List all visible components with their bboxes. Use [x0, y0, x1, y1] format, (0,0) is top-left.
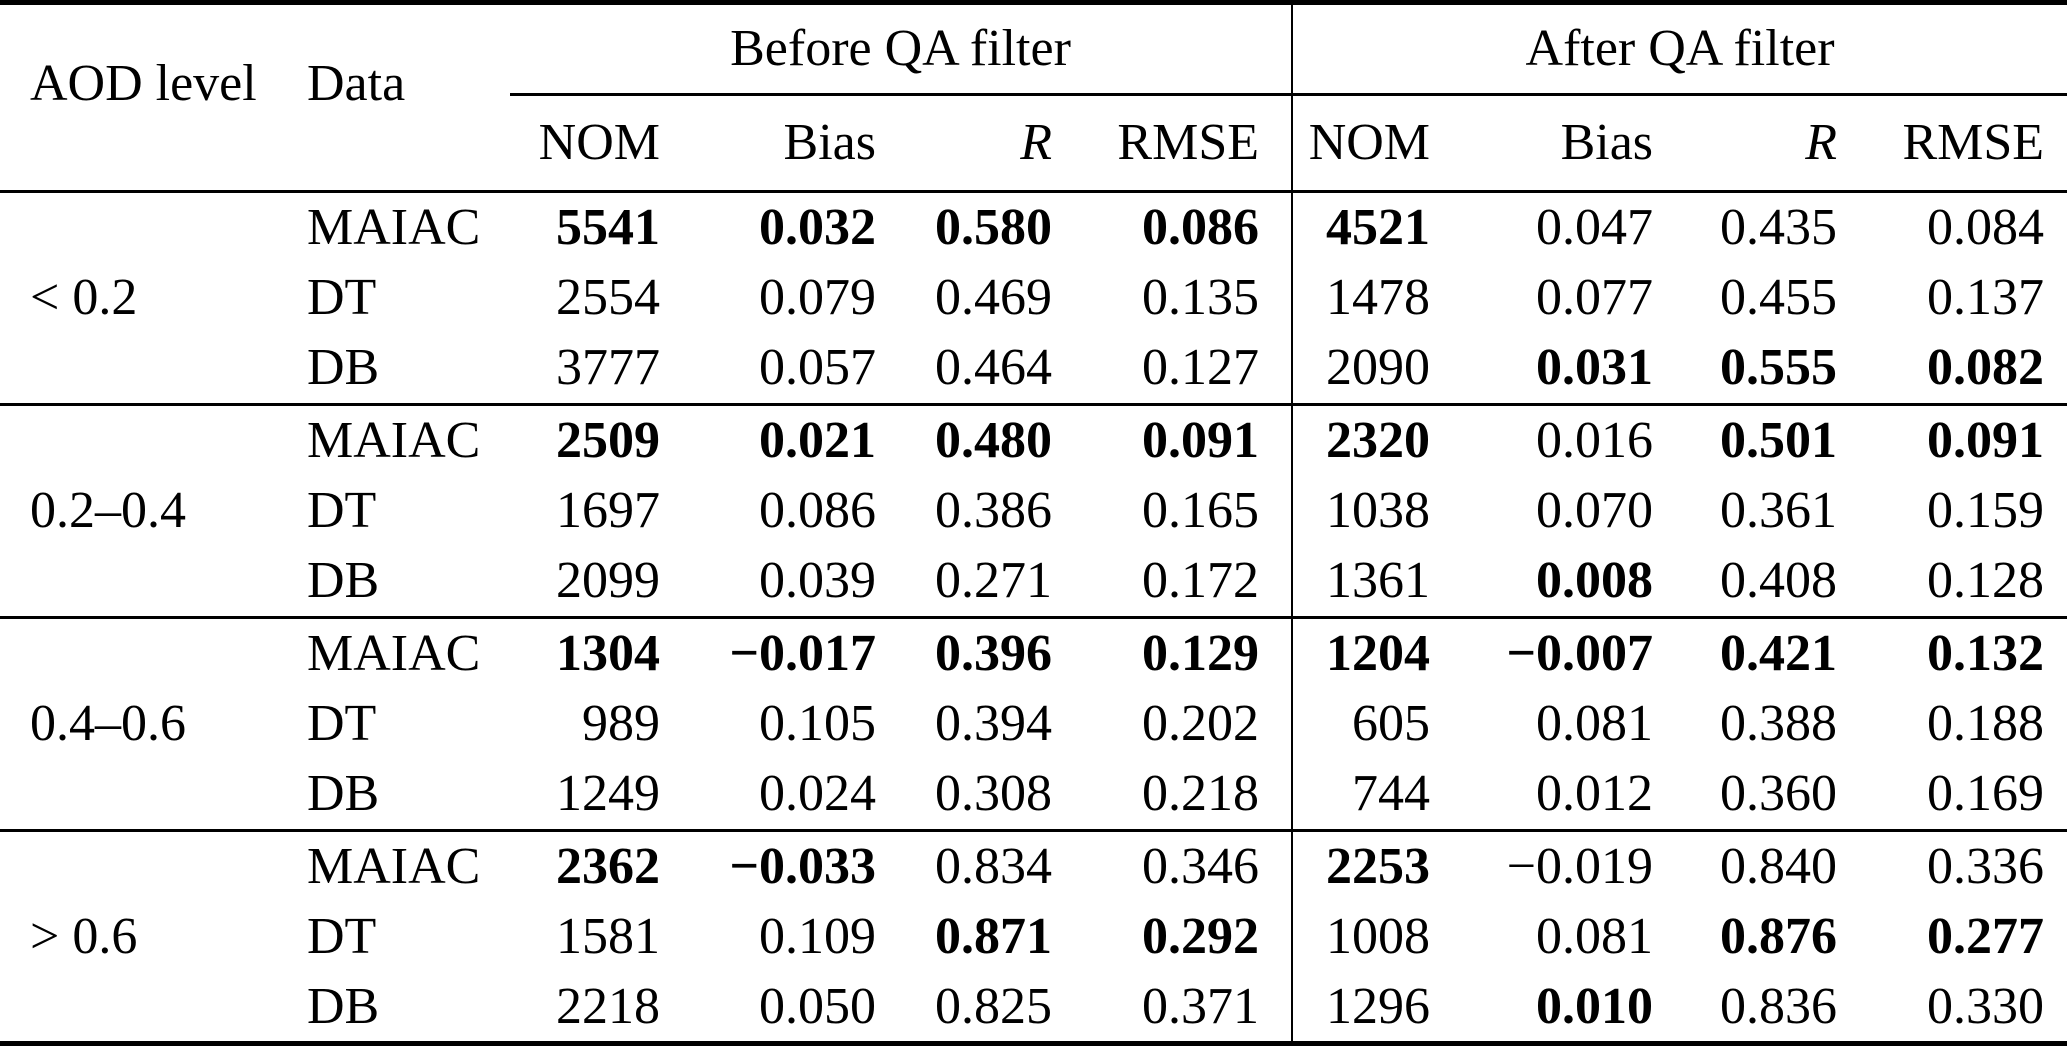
value-cell: 0.394	[935, 695, 1052, 752]
value-cell: 0.361	[1720, 482, 1838, 539]
value-cell: 0.132	[1927, 624, 2045, 682]
header-after-bias: Bias	[1560, 114, 1654, 171]
value-cell: 0.386	[935, 482, 1052, 539]
header-row-groups	[0, 3, 2067, 95]
value-cell: 1249	[556, 765, 660, 823]
value-cell: 0.580	[935, 198, 1052, 256]
value-cell: 0.202	[1142, 695, 1260, 752]
group-aod-lt-0.2	[0, 192, 2067, 405]
value-cell: 2099	[556, 552, 660, 610]
value-cell: 0.825	[935, 977, 1052, 1035]
table-row	[0, 973, 2067, 1044]
table-row	[0, 902, 2067, 973]
value-cell: 0.346	[1142, 837, 1260, 895]
value-cell: 0.876	[1720, 908, 1838, 965]
value-cell: 0.501	[1720, 411, 1838, 469]
header-data: Data	[307, 54, 406, 112]
table-row	[0, 334, 2067, 405]
header-before-nom: NOM	[538, 114, 660, 171]
value-cell: 2509	[556, 411, 660, 469]
group-aod-0.4-0.6	[0, 618, 2067, 831]
value-cell: 989	[582, 695, 660, 752]
value-cell: 1478	[1292, 263, 1430, 334]
value-cell: 1296	[1292, 973, 1430, 1044]
value-cell: 0.084	[1927, 198, 2045, 256]
value-cell: 0.077	[1536, 269, 1654, 326]
value-cell: 0.169	[1927, 765, 2045, 823]
value-cell: 0.172	[1142, 552, 1260, 610]
table-row	[0, 263, 2067, 334]
value-cell: 0.271	[935, 552, 1052, 610]
value-cell: 0.396	[935, 624, 1052, 682]
group-aod-gt-0.6	[0, 831, 2067, 1044]
value-cell: 1361	[1292, 547, 1430, 618]
table-row	[0, 476, 2067, 547]
value-cell: 0.081	[1536, 695, 1654, 752]
value-cell: 0.137	[1927, 269, 2045, 326]
value-cell: 0.469	[935, 269, 1052, 326]
value-cell: 0.021	[759, 411, 876, 469]
table-row	[0, 405, 2067, 476]
value-cell: 0.128	[1927, 552, 2045, 610]
value-cell: 0.464	[935, 339, 1052, 397]
value-cell: 0.105	[759, 695, 876, 752]
value-cell: 1304	[556, 624, 660, 682]
value-cell: 1008	[1292, 902, 1430, 973]
value-cell: 0.871	[935, 908, 1052, 965]
value-cell: 0.360	[1720, 765, 1838, 823]
value-cell: 0.836	[1720, 977, 1838, 1035]
table-row	[0, 192, 2067, 263]
value-cell: 2554	[556, 269, 660, 326]
aod-level-cell: 0.2–0.4	[30, 482, 186, 539]
value-cell: 605	[1292, 689, 1430, 760]
header-before-bias: Bias	[783, 114, 876, 171]
table-row	[0, 760, 2067, 831]
value-cell: 0.010	[1536, 977, 1654, 1035]
value-cell: 0.455	[1720, 269, 1838, 326]
value-cell: 0.086	[759, 482, 876, 539]
value-cell: 2218	[556, 977, 660, 1035]
value-cell: 0.070	[1536, 482, 1654, 539]
value-cell: 0.308	[935, 765, 1052, 823]
value-cell: 0.031	[1536, 339, 1654, 397]
table-row	[0, 618, 2067, 689]
value-cell: 2320	[1292, 405, 1430, 476]
data-cell: DT	[307, 269, 377, 326]
value-cell: 0.408	[1720, 552, 1838, 610]
value-cell: 2362	[556, 837, 660, 895]
header-after-r: R	[1805, 114, 1838, 171]
value-cell: 0.081	[1536, 908, 1654, 965]
value-cell: 1204	[1292, 618, 1430, 689]
value-cell: 2253	[1292, 831, 1430, 902]
value-cell: 0.480	[935, 411, 1052, 469]
value-cell: 2090	[1292, 334, 1430, 405]
data-cell: MAIAC	[307, 198, 481, 256]
value-cell: 3777	[556, 339, 660, 397]
aod-level-cell: < 0.2	[30, 269, 138, 326]
value-cell: 1697	[556, 482, 660, 539]
value-cell: −0.019	[1506, 837, 1654, 895]
value-cell: 0.840	[1720, 837, 1838, 895]
value-cell: 0.834	[935, 837, 1052, 895]
value-cell: 0.388	[1720, 695, 1838, 752]
value-cell: 0.012	[1536, 765, 1654, 823]
value-cell: 1038	[1292, 476, 1430, 547]
value-cell: 0.091	[1927, 411, 2045, 469]
value-cell: 0.032	[759, 198, 876, 256]
value-cell: 0.159	[1927, 482, 2045, 539]
value-cell: 5541	[556, 198, 660, 256]
header-before-rmse: RMSE	[1117, 114, 1260, 171]
table-header	[0, 3, 2067, 192]
value-cell: 0.024	[759, 765, 876, 823]
value-cell: −0.017	[729, 624, 876, 682]
value-cell: 0.218	[1142, 765, 1260, 823]
value-cell: 0.371	[1142, 977, 1260, 1035]
value-cell: 0.435	[1720, 198, 1838, 256]
value-cell: 1581	[556, 908, 660, 965]
value-cell: 0.091	[1142, 411, 1260, 469]
header-aod-level: AOD level	[30, 54, 257, 112]
data-cell: MAIAC	[307, 411, 481, 469]
aod-level-cell: > 0.6	[30, 907, 138, 965]
value-cell: 0.555	[1720, 339, 1838, 397]
value-cell: 0.188	[1927, 695, 2045, 752]
data-cell: DT	[307, 908, 377, 965]
data-cell: DT	[307, 695, 377, 752]
group-aod-0.2-0.4	[0, 405, 2067, 618]
value-cell: 0.008	[1536, 552, 1654, 610]
data-cell: MAIAC	[307, 624, 481, 682]
value-cell: 0.277	[1927, 908, 2045, 965]
value-cell: 4521	[1292, 192, 1430, 263]
value-cell: 0.292	[1142, 908, 1260, 965]
value-cell: 0.016	[1536, 411, 1654, 469]
header-after-rmse: RMSE	[1902, 114, 2045, 171]
data-cell: DB	[307, 552, 380, 610]
value-cell: 0.127	[1142, 339, 1260, 397]
value-cell: 744	[1292, 760, 1430, 831]
table-row	[0, 831, 2067, 902]
value-cell: 0.421	[1720, 624, 1838, 682]
value-cell: 0.050	[759, 977, 876, 1035]
table-row	[0, 689, 2067, 760]
value-cell: 0.109	[759, 908, 876, 965]
data-cell: DT	[307, 482, 377, 539]
header-after-qa-filter: After QA filter	[1292, 3, 2067, 95]
value-cell: 0.079	[759, 269, 876, 326]
table-row	[0, 547, 2067, 618]
value-cell: −0.007	[1506, 624, 1654, 682]
value-cell: −0.033	[729, 837, 876, 895]
header-before-qa-filter: Before QA filter	[510, 3, 1292, 95]
value-cell: 0.086	[1142, 198, 1260, 256]
header-before-r: R	[1020, 114, 1052, 171]
value-cell: 0.330	[1927, 977, 2045, 1035]
aod-level-cell: 0.4–0.6	[30, 695, 186, 752]
value-cell: 0.082	[1927, 339, 2045, 397]
data-cell: DB	[307, 765, 380, 823]
value-cell: 0.165	[1142, 482, 1260, 539]
data-cell: DB	[307, 339, 380, 397]
data-cell: DB	[307, 977, 380, 1035]
value-cell: 0.135	[1142, 269, 1260, 326]
value-cell: 0.129	[1142, 624, 1260, 682]
data-cell: MAIAC	[307, 837, 481, 895]
value-cell: 0.336	[1927, 837, 2045, 895]
header-after-nom: NOM	[1292, 95, 1430, 192]
value-cell: 0.047	[1536, 198, 1654, 256]
value-cell: 0.057	[759, 339, 876, 397]
value-cell: 0.039	[759, 552, 876, 610]
